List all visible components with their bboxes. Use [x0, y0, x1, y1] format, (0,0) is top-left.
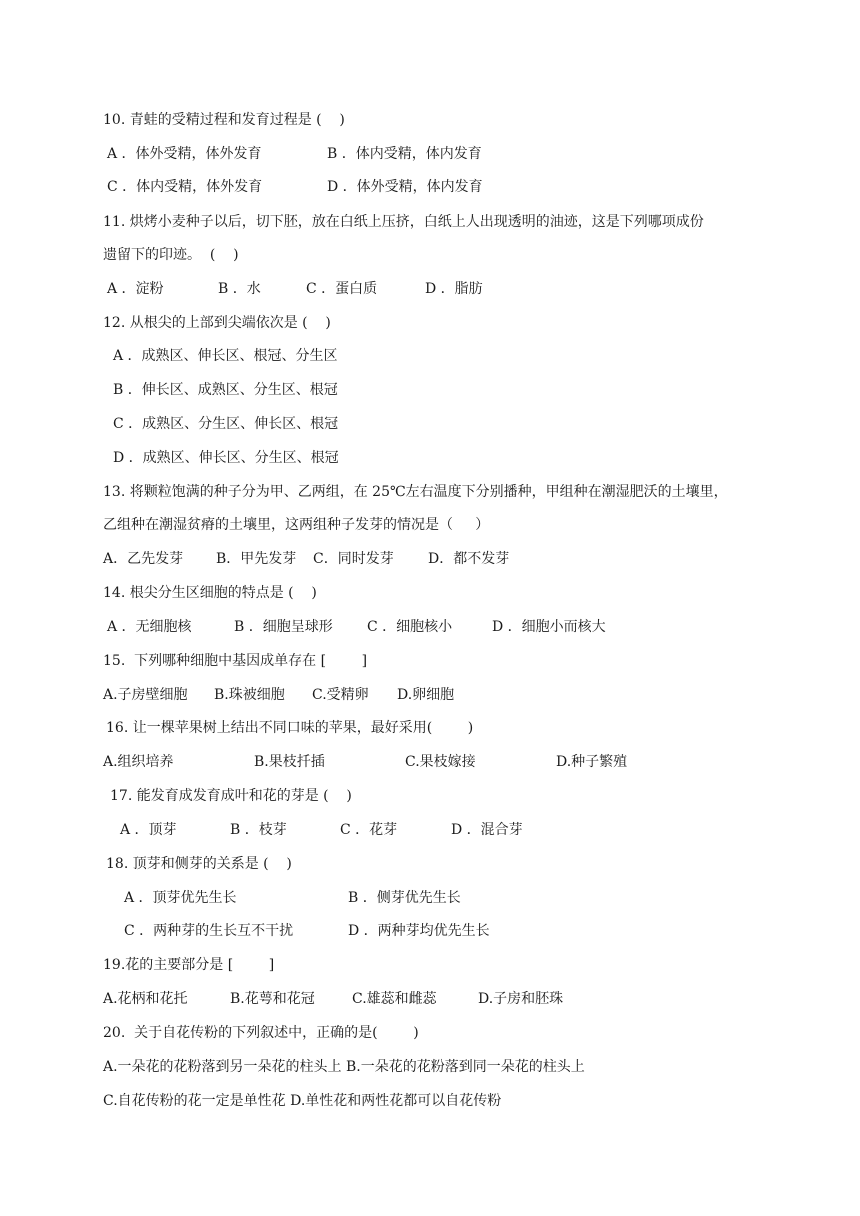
question-17-stem: 17. 能发育成发育成叶和花的芽是 ( )	[110, 788, 352, 804]
question-13-option-a: A．乙先发芽	[103, 551, 184, 567]
question-11-option-d: D ．脂肪	[425, 281, 483, 297]
question-14-stem: 14. 根尖分生区细胞的特点是 ( )	[103, 585, 317, 601]
question-14-option-b: B ．细胞呈球形	[234, 619, 333, 635]
question-15-option-a: A.子房壁细胞	[103, 687, 188, 703]
question-13-stem-continued: 乙组种在潮湿贫瘠的土壤里，这两组种子发芽的情况是（ ）	[103, 517, 490, 533]
question-15-option-c: C.受精卵	[312, 687, 369, 703]
question-14-option-a: A ．无细胞核	[107, 619, 192, 635]
question-10-option-c: C ．体内受精，体外发育	[107, 179, 263, 195]
question-10-option-b: B ．体内受精，体内发育	[327, 146, 482, 162]
question-16-option-d: D.种子繁殖	[556, 754, 628, 770]
question-18-stem: 18. 顶芽和侧芽的关系是 ( )	[106, 856, 292, 872]
question-12-option-a: A ．成熟区、伸长区、根冠、分生区	[113, 348, 338, 364]
question-10-option-a: A ．体外受精，体外发育	[107, 146, 262, 162]
question-13-stem: 13. 将颗粒饱满的种子分为甲、乙两组，在 25℃左右温度下分别播种，甲组种在潮湿肥沃的土壤里，	[103, 484, 728, 500]
question-13-option-c: C．同时发芽	[313, 551, 394, 567]
question-15-option-d: D.卵细胞	[397, 687, 455, 703]
question-14-option-d: D ．细胞小而核大	[492, 619, 606, 635]
question-14-option-c: C ．细胞核小	[367, 619, 453, 635]
question-19-option-d: D.子房和胚珠	[478, 991, 564, 1007]
question-19-stem: 19.花的主要部分是 [ ]	[103, 957, 275, 973]
question-12-stem: 12. 从根尖的上部到尖端依次是 ( )	[103, 315, 331, 331]
question-20-stem: 20. 关于自花传粉的下列叙述中，正确的是( )	[103, 1025, 419, 1041]
question-17-option-a: A ．顶芽	[120, 822, 177, 838]
question-15-option-b: B.珠被细胞	[214, 687, 285, 703]
question-12-option-c: C ．成熟区、分生区、伸长区、根冠	[113, 416, 339, 432]
question-13-option-b: B．甲先发芽	[216, 551, 297, 567]
question-11-option-a: A ．淀粉	[107, 281, 164, 297]
question-11-option-c: C ．蛋白质	[306, 281, 378, 297]
question-20-option-ab: A.一朵花的花粉落到另一朵花的柱头上 B.一朵花的花粉落到同一朵花的柱头上	[103, 1059, 585, 1075]
question-17-option-c: C ．花芽	[340, 822, 398, 838]
question-11-option-b: B ．水	[218, 281, 261, 297]
question-18-option-a: A ．顶芽优先生长	[124, 890, 237, 906]
question-11-stem-continued: 遗留下的印迹。 ( )	[103, 247, 239, 263]
question-13-option-d: D．都不发芽	[428, 551, 510, 567]
question-16-option-a: A.组织培养	[103, 754, 174, 770]
question-12-option-d: D ．成熟区、伸长区、分生区、根冠	[113, 450, 339, 466]
question-18-option-b: B ．侧芽优先生长	[348, 890, 461, 906]
question-19-option-b: B.花萼和花冠	[230, 991, 315, 1007]
question-10-stem: 10. 青蛙的受精过程和发育过程是 ( )	[103, 112, 345, 128]
question-16-stem: 16. 让一棵苹果树上结出不同口味的苹果，最好采用( )	[106, 720, 474, 736]
question-17-option-d: D ．混合芽	[451, 822, 523, 838]
question-20-option-cd: C.自花传粉的花一定是单性花 D.单性花和两性花都可以自花传粉	[103, 1093, 502, 1109]
question-17-option-b: B ．枝芽	[230, 822, 287, 838]
question-18-option-c: C ．两种芽的生长互不干扰	[124, 923, 294, 939]
question-19-option-a: A.花柄和花托	[103, 991, 188, 1007]
question-16-option-b: B.果枝扦插	[254, 754, 325, 770]
question-15-stem: 15. 下列哪种细胞中基因成单存在 [ ]	[103, 653, 368, 669]
question-10-option-d: D ．体外受精，体内发育	[327, 179, 483, 195]
question-12-option-b: B ．伸长区、成熟区、分生区、根冠	[113, 382, 338, 398]
question-16-option-c: C.果枝嫁接	[405, 754, 476, 770]
question-18-option-d: D ．两种芽均优先生长	[348, 923, 490, 939]
question-19-option-c: C.雄蕊和雌蕊	[352, 991, 437, 1007]
question-11-stem: 11. 烘烤小麦种子以后，切下胚，放在白纸上压挤，白纸上人出现透明的油迹，这是下列哪项成份	[103, 214, 704, 230]
